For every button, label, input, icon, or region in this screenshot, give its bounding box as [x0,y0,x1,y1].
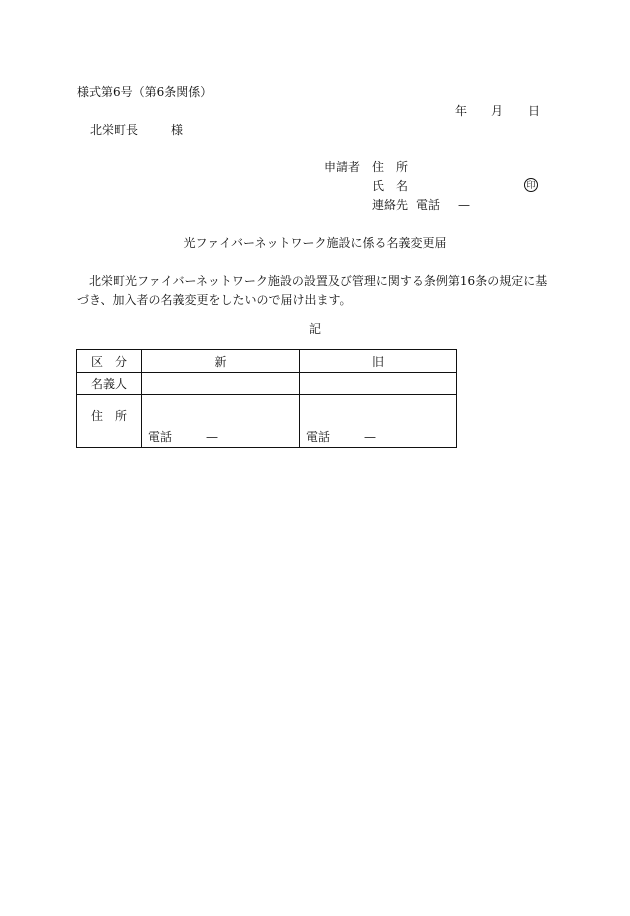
row-label-address: 住 所 [77,395,142,448]
header-category: 区 分 [77,350,142,373]
old-address-cell[interactable] [300,395,457,448]
old-phone [306,428,376,445]
applicant-address-line [324,160,470,179]
new-address-cell[interactable] [142,395,300,448]
header-new: 新 [142,350,300,373]
ki-label: 記 [308,322,321,336]
row-label-name-holder: 名義人 [77,373,142,395]
applicant-contact-label: 連絡先 [372,198,409,212]
addressee [90,123,183,137]
form-number: 様式第6号（第6条関係） [77,85,213,99]
applicant-name-label: 氏 名 [372,179,409,193]
table-row-address [77,395,457,448]
applicant-phone-dash: — [458,198,471,212]
date-day-label: 日 [528,104,541,118]
body-text: 北栄町光ファイバーネットワーク施設の設置及び管理に関する条例第16条の規定に基づき、加入者の名義変更をしたいので届け出ます。 [77,274,548,307]
new-name-holder-cell[interactable] [142,373,300,395]
table-row-name-holder [77,373,457,395]
applicant-name-line [324,179,470,198]
new-phone [148,428,218,445]
new-phone-label: 電話 [148,430,173,444]
seal-mark: 印 [524,178,538,192]
applicant-contact-line [324,198,470,217]
old-name-holder-cell[interactable] [300,373,457,395]
date-line [455,104,540,118]
date-year-label: 年 [455,104,468,118]
old-phone-dash: — [364,430,377,444]
table-header-row [77,350,457,373]
date-month-label: 月 [491,104,504,118]
applicant-phone-label: 電話 [416,198,441,212]
header-old: 旧 [300,350,457,373]
document-title: 光ファイバーネットワーク施設に係る名義変更届 [183,236,447,250]
applicant-label: 申請者 [324,160,361,174]
old-phone-label: 電話 [306,430,331,444]
addressee-name: 北栄町長 [90,123,139,137]
addressee-honorific: 様 [171,123,184,137]
applicant-block [324,160,470,217]
applicant-address-label: 住 所 [372,160,409,174]
change-table [76,349,457,448]
new-phone-dash: — [206,430,219,444]
